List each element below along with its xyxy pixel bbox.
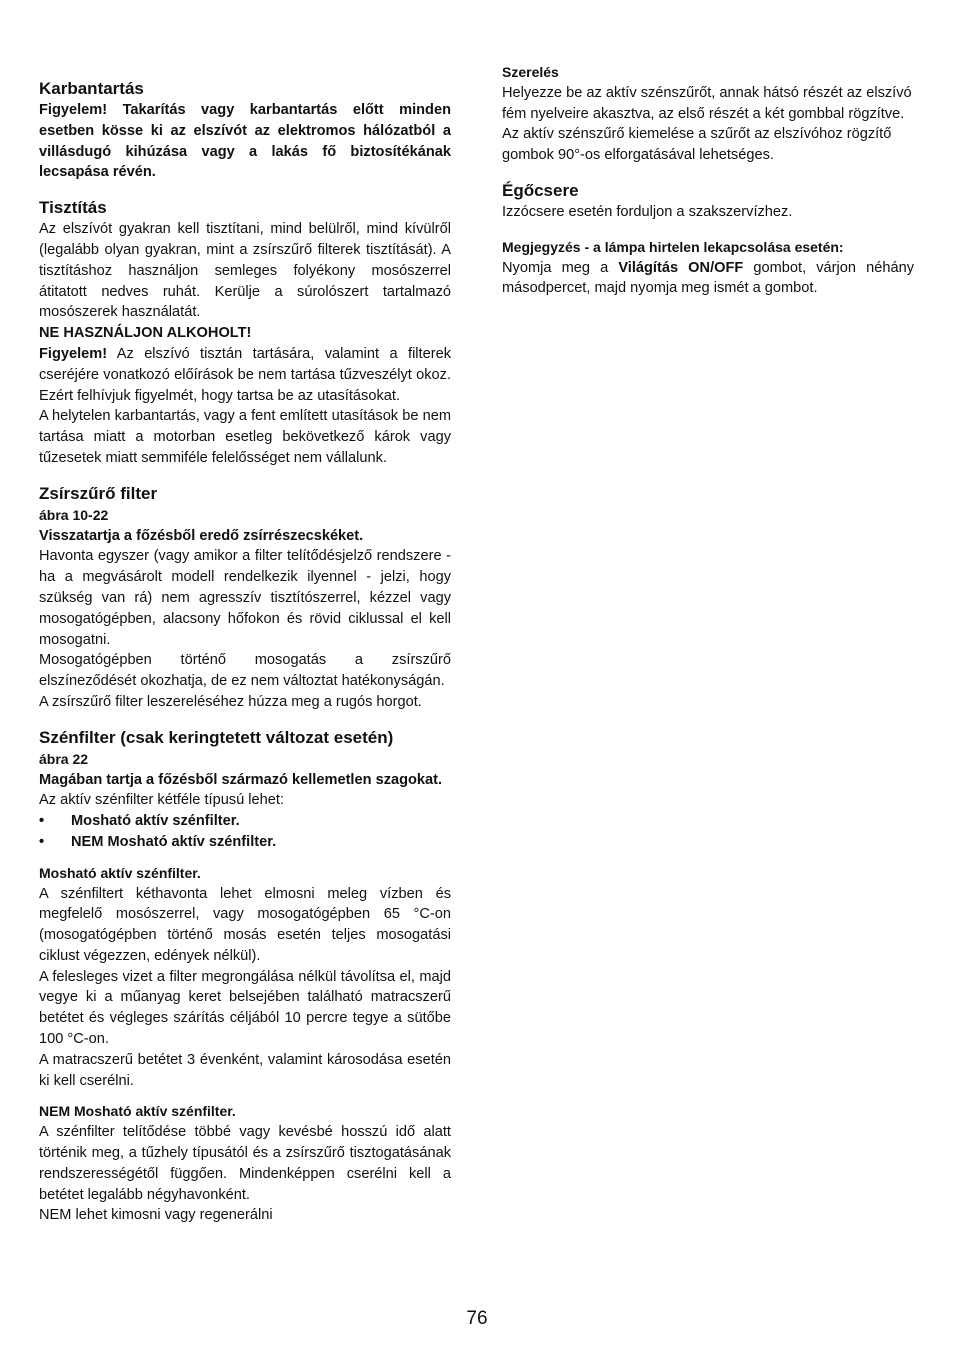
- section-karbantartas: [39, 78, 451, 183]
- note-paragraph: [502, 258, 914, 300]
- paragraph: Izzócsere esetén forduljon a szakszervízhez.: [502, 203, 793, 220]
- paragraph: NEM lehet kimosni vagy regenerálni: [39, 1207, 273, 1224]
- light-button-name: Világítás ON/OFF: [618, 259, 744, 276]
- figure-reference: ábra 22: [39, 750, 89, 767]
- paragraph: Havonta egyszer (vagy amikor a filter telítődésjelző rendszere - ha a megvásárolt modell rendelkezik ilyennel - jelzi, hogy szükség van rá) nem agresszív tisztítószerrel, kézzel vagy mosogatógépben, alacsony hőfokon és rövid ciklussal el kell mosogatni.: [39, 548, 451, 648]
- paragraph: Mosogatógépben történő mosogatás a zsírszűrő elszíneződését okozhatja, de ez nem változtat hatékonyságán.: [39, 652, 451, 690]
- section-title: Zsírszűrő filter: [39, 483, 158, 503]
- section-szereles: [502, 62, 914, 166]
- section-egocsere: [502, 180, 914, 223]
- no-alcohol-warning: NE HASZNÁLJON ALKOHOLT!: [39, 325, 252, 342]
- section-title: Égőcsere: [502, 180, 579, 200]
- page-number: 76: [466, 1308, 488, 1329]
- paragraph: A matracszerű betétet 3 évenként, valamint károsodása esetén ki kell cserélni.: [39, 1051, 451, 1089]
- figure-reference: ábra 10-22: [39, 506, 109, 523]
- note-title: Megjegyzés - a lámpa hirtelen lekapcsolása esetén:: [502, 238, 844, 255]
- paragraph: Helyezze be az aktív szénszűrőt, annak hátsó részét az elszívó fém nyelveire akasztva, az első részét a két gombbal rögzítve.: [502, 84, 912, 122]
- list-item: [39, 832, 451, 853]
- section-megjegyzes: [502, 237, 914, 299]
- filter-type-list: [39, 811, 451, 853]
- note-text-post: gombot, várjon néhány másodpercet, majd nyomja meg ismét a gombot.: [502, 259, 914, 297]
- warning-text: Figyelem! Takarítás vagy karbantartás előtt minden esetben kösse ki az elszívót az elektromos hálózatból a villásdugó kihúzása vagy a lakás fő biztosítékának lecsapása révén.: [39, 102, 451, 181]
- bullet-icon: •: [39, 833, 45, 850]
- paragraph: A zsírszűrő filter leszereléséhez húzza meg a rugós horgot.: [39, 693, 422, 710]
- attention-text: Az elszívó tisztán tartására, valamint a filterek cseréjére vonatkozó előírások be nem tartása tűzveszélyt okoz. Ezért felhívjuk figyelmét, hogy tartsa be az utasításokat.: [39, 345, 451, 404]
- section-zsirszuro: [39, 483, 451, 713]
- attention-label: Figyelem!: [39, 345, 108, 362]
- lead-text: Visszatartja a főzésből eredő zsírrészecskéket.: [39, 527, 364, 544]
- left-column: [39, 0, 451, 1226]
- note-text-pre: Nyomja meg a: [502, 259, 619, 276]
- lead-text: Magában tartja a főzésből származó kellemetlen szagokat.: [39, 771, 443, 788]
- list-item-label: NEM Mosható aktív szénfilter.: [71, 833, 277, 850]
- subsection-title: Szerelés: [502, 64, 559, 80]
- list-item-label: Mosható aktív szénfilter.: [71, 813, 240, 830]
- paragraph: A felesleges vizet a filter megrongálása nélkül távolítsa el, majd vegye ki a műanyag keret belsejében található matracszerű betétet és végleges szárítás céljából 10 percre tegye a sütőbe 100 °C-on.: [39, 968, 451, 1048]
- list-item: [39, 811, 451, 832]
- subsection-title: Mosható aktív szénfilter.: [39, 864, 201, 881]
- section-tisztitas: [39, 197, 451, 469]
- paragraph: A helytelen karbantartás, vagy a fent említett utasítások be nem tartása miatt a motorban esetleg bekövetkező károk vagy tűzesetek miatt semmiféle felelősséget nem vállalunk.: [39, 408, 451, 466]
- attention-paragraph: [39, 344, 451, 406]
- paragraph: Az elszívót gyakran kell tisztítani, mind belülről, mind kívülről (legalább olyan gyakran, mint a zsírszűrő filterek tisztítását). A tisztításhoz használjon semleges folyékony mosószerrel átitatott nedves ruhát. Kerülje a súrolószert tartalmazó mosószerek használatát.: [39, 221, 451, 321]
- section-title: Karbantartás: [39, 79, 144, 98]
- right-column: [502, 0, 914, 299]
- section-title: Szénfilter (csak keringtetett változat esetén): [39, 727, 394, 747]
- paragraph: A szénfiltert kéthavonta lehet elmosni meleg vízben és megfelelő mosószerrel, vagy mosogatógépben 65 °C-on (mosogatógépben történő mosás esetén teljes mosogatási ciklust végezzen, edények nélkül).: [39, 885, 451, 964]
- paragraph: Az aktív szénszűrő kiemelése a szűrőt az elszívóhoz rögzítő gombok 90°-os elforgatásával lehetséges.: [502, 126, 892, 164]
- paragraph: Az aktív szénfilter kétféle típusú lehet:: [39, 792, 284, 809]
- subsection-title: NEM Mosható aktív szénfilter.: [39, 1103, 236, 1120]
- section-szenfilter: [39, 727, 451, 1227]
- section-title: Tisztítás: [39, 198, 107, 218]
- bullet-icon: •: [39, 813, 45, 830]
- paragraph: A szénfilter telítődése többé vagy kevésbé hosszú idő alatt történik meg, a tűzhely típusától és a zsírszűrő tisztogatásának rendszerességétől függően. Mindenképpen cserélni kell a betétet legalább négyhavonként.: [39, 1124, 451, 1203]
